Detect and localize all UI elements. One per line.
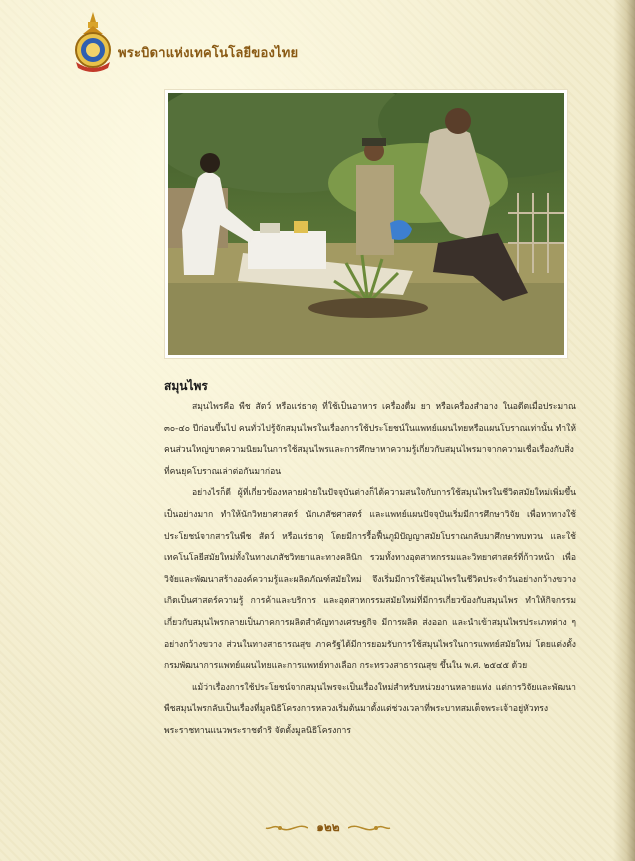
- page-edge-shadow: [613, 0, 635, 861]
- article-body: [164, 397, 576, 743]
- paragraph-1: สมุนไพรคือ พืช สัตว์ หรือแร่ธาตุ ที่ใช้เป็นอาหาร เครื่องดื่ม ยา หรือเครื่องสำอาง ในอดีตเมื่อประมาณ ๓๐-๔๐ ปีก่อนขึ้นไป คนทั่วไปรู้จักสมุนไพรในเรื่องการใช้ประโยชน์ในแพทย์แผนไทยหรือแผนโบราณเท่านั้น ทำให้คนส่วนใหญ่ขาดความนิยมในการใช้สมุนไพรและการศึกษาหาความรู้เกี่ยวกับสมุนไพรมาจากความเชื่อเรื่องกับสิ่งที่คนยุคโบราณเล่าต่อกันมาก่อน: [164, 402, 576, 477]
- floral-ornament-icon: [348, 820, 392, 836]
- page-number: ๑๒๒: [316, 820, 340, 834]
- photo-tree-planting: [165, 90, 567, 358]
- page-footer: [258, 816, 398, 840]
- paragraph-3: แม้ว่าเรื่องการใช้ประโยชน์จากสมุนไพรจะเป็นเรื่องใหม่สำหรับหน่วยงานหลายแห่ง แต่การวิจัยและพัฒนาพืชสมุนไพรกลับเป็นเรื่องที่มูลนิธิโครงการหลวงเริ่มต้นมาตั้งแต่ช่วงเวลาที่พระบาทสมเด็จพระเจ้าอยู่หัวทรงพระราชทานแนวพระราชดำริ จัดตั้งมูลนิธิโครงการ: [164, 682, 576, 736]
- running-header-title: พระบิดาแห่งเทคโนโลยีของไทย: [118, 46, 299, 61]
- royal-emblem-icon: [72, 12, 114, 74]
- section-heading: สมุนไพร: [164, 379, 208, 393]
- paragraph-2: อย่างไรก็ดี ผู้ที่เกี่ยวข้องหลายฝ่ายในปัจจุบันต่างก็ได้ความสนใจกับการใช้สมุนไพรในชีวิตสมัยใหม่เพิ่มขึ้นเป็นอย่างมาก ทำให้นักวิทยาศาสตร์ นักเภสัชศาสตร์ และแพทย์แผนปัจจุบันเริ่มมีการศึกษาวิจัย เพื่อหาทางใช้ประโยชน์จากสารในพืช สัตว์ หรือแร่ธาตุ โดยมีการรื้อฟื้นภูมิปัญญาสมัยโบราณกลับมาศึกษาทบทวน และใช้เทคโนโลยีสมัยใหม่ทั้งในทางเภสัชวิทยาและทางคลินิก รวมทั้งทางอุตสาหกรรมและวิทยาศาสตร์ที่ก้าวหน้า เพื่อวิจัยและพัฒนาสร้างองค์ความรู้และผลิตภัณฑ์สมัยใหม่ จึงเริ่มมีการใช้สมุนไพรในชีวิตประจำวันอย่างกว้างขวาง เกิดเป็นศาสตร์ความรู้ การค้าและบริการ และอุตสาหกรรมสมัยใหม่ที่มีการเกี่ยวข้องกับสมุนไพร ทำให้กิจกรรมเกี่ยวกับสมุนไพรกลายเป็นภาคการผลิตสำคัญทางเศรษฐกิจ มีการผลิต ส่งออก และนำเข้าสมุนไพรประเภทต่าง ๆ อย่างกว้างขวาง ส่วนในทางสาธารณสุข ภาครัฐได้มีการยอมรับการใช้สมุนไพรในการแพทย์สมัยใหม่ โดยแต่งตั้งกรมพัฒนาการแพทย์แผนไทยและการแพทย์ทางเลือก กระทรวงสาธารณสุข ขึ้นใน พ.ศ. ๒๕๔๕ ด้วย: [164, 488, 576, 672]
